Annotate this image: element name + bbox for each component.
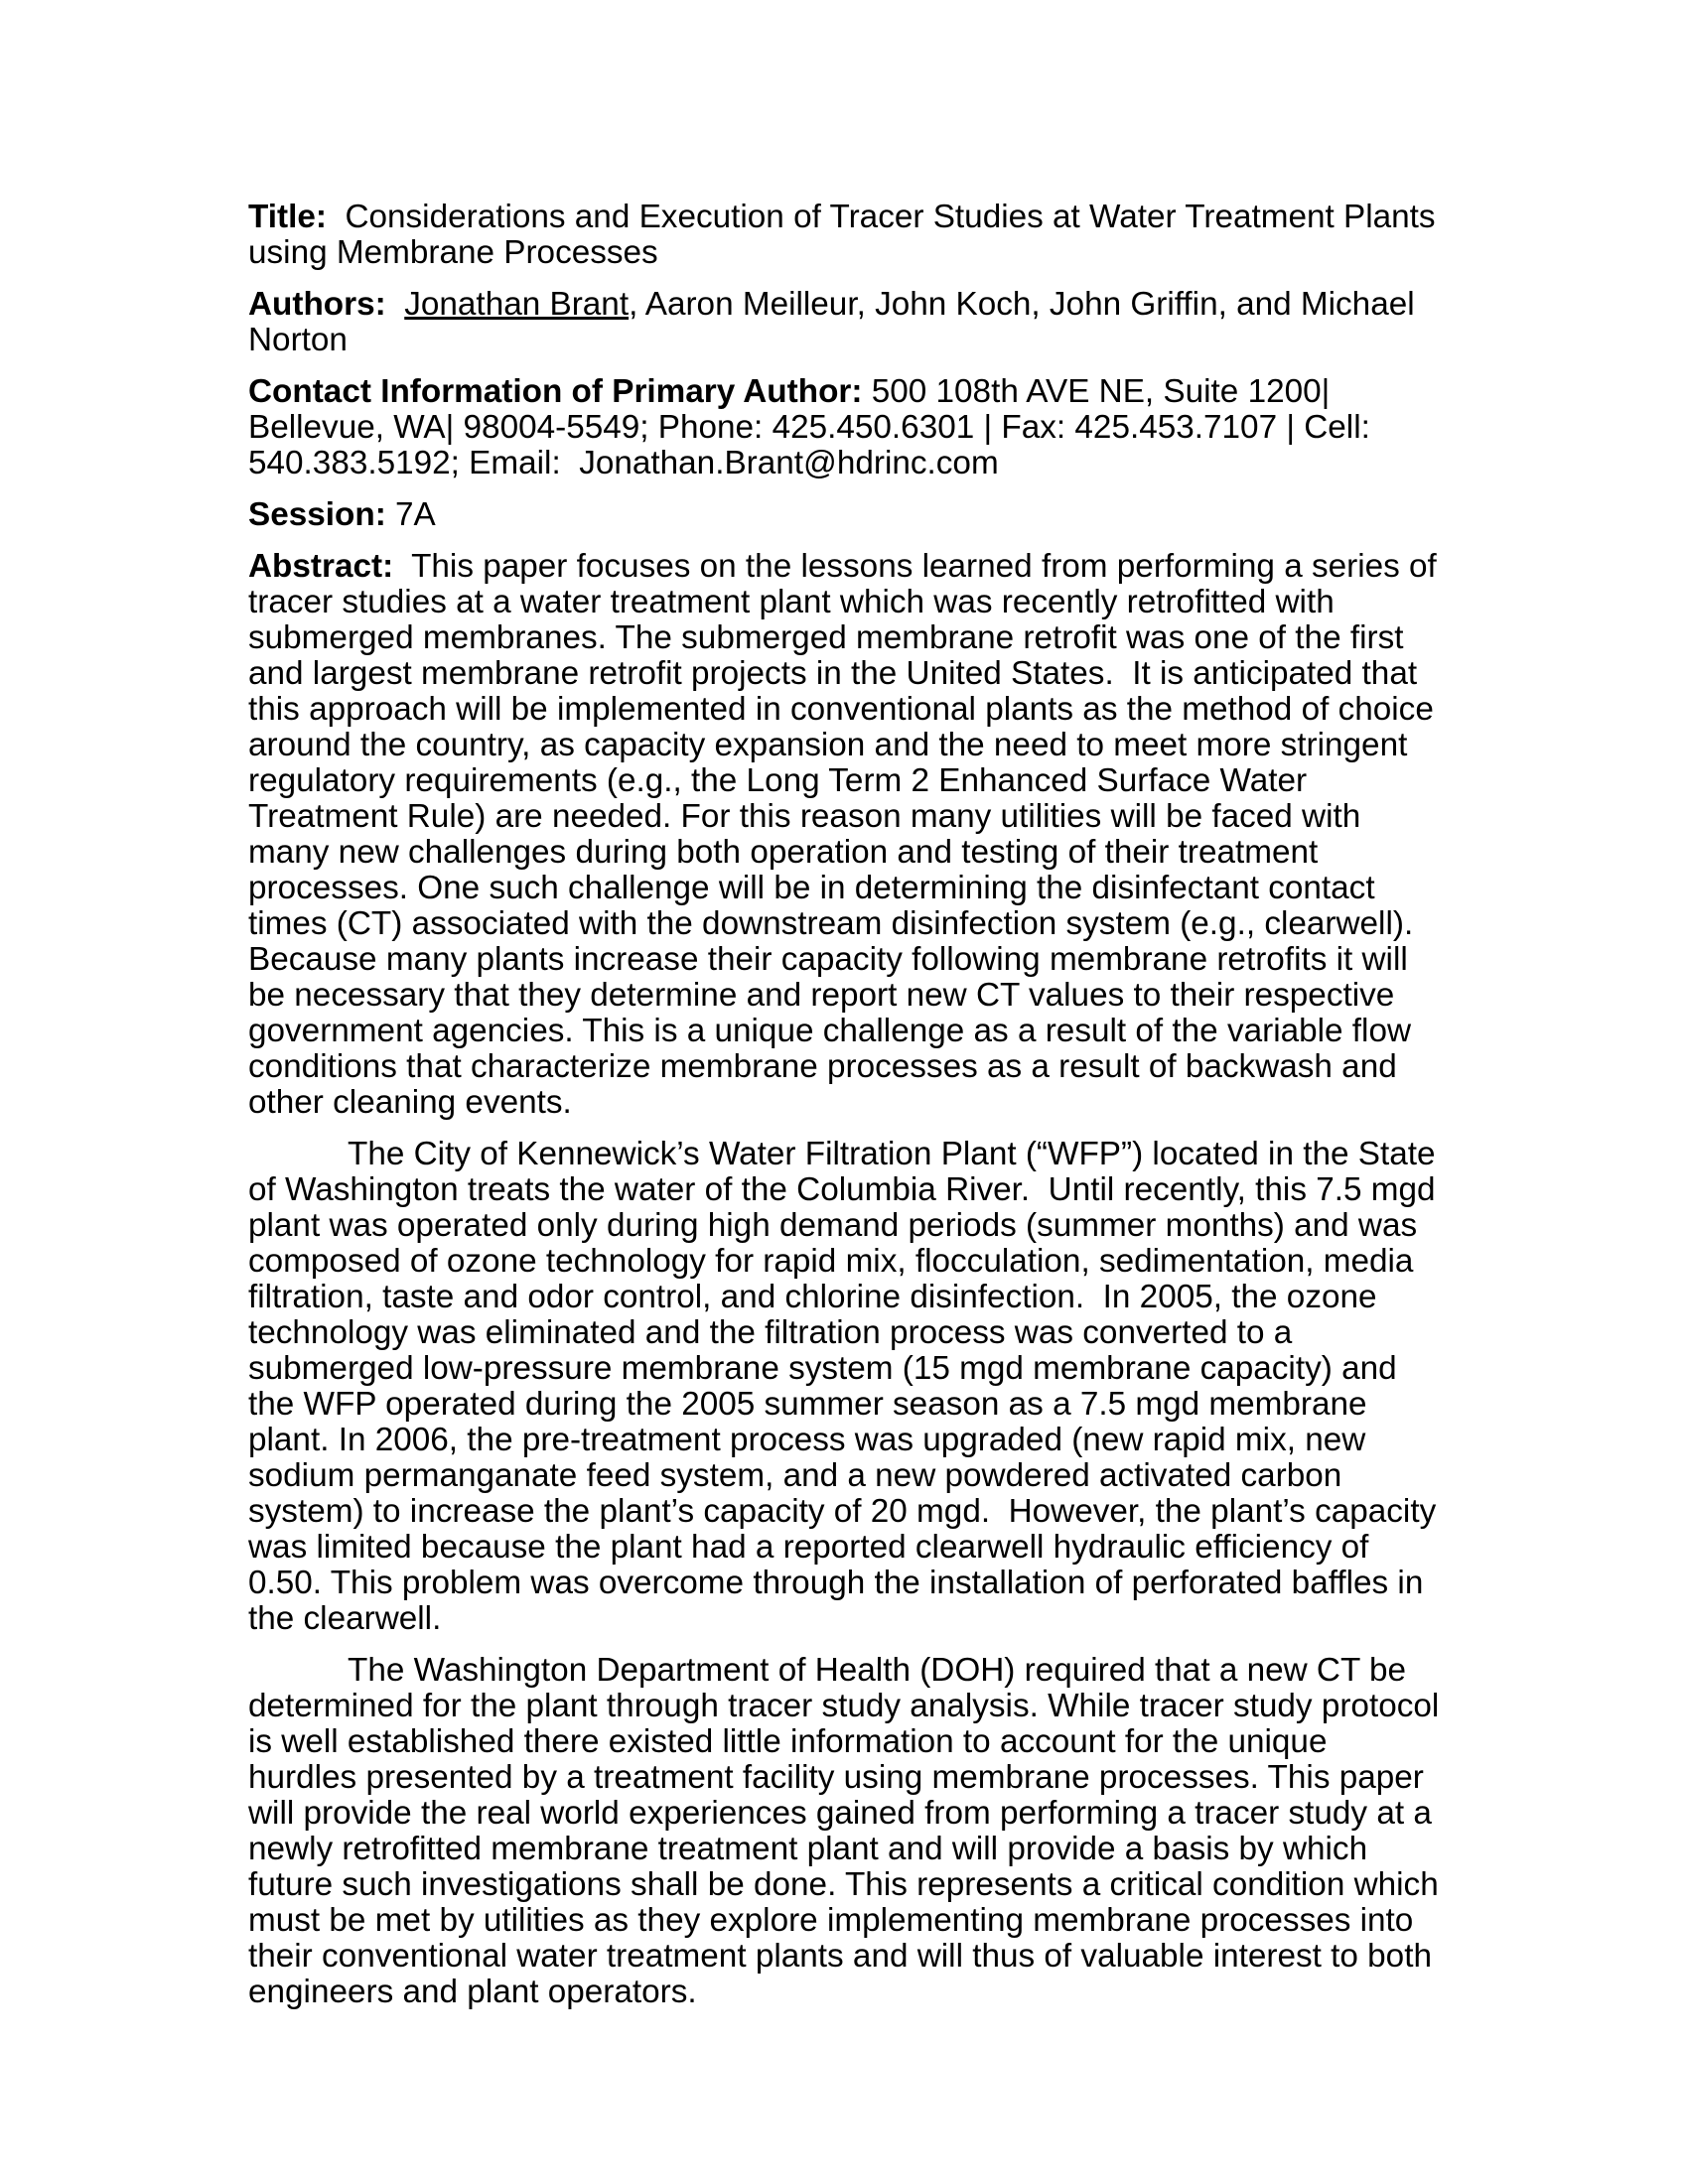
authors-rest: , Aaron Meilleur, John Koch, John Griffin, and Michael Norton bbox=[248, 286, 1424, 358]
primary-author-name: Jonathan Brant bbox=[404, 286, 630, 323]
session-paragraph bbox=[248, 497, 1443, 533]
authors-label: Authors: bbox=[248, 286, 386, 323]
title-text: Considerations and Execution of Tracer Studies at Water Treatment Plants using Membrane Processes bbox=[248, 199, 1445, 271]
body-paragraph-kennewick: The City of Kennewick’s Water Filtration Plant (“WFP”) located in the State of Washington treats the water of the Columbia River. Until recently, this 7.5 mgd plant was operated only during high demand periods (summer months) and was composed of ozone technology for rapid mix, flocculation, sedimentation, media filtration, taste and odor control, and chlorine disinfection. In 2005, the ozone technology was eliminated and the filtration process was converted to a submerged low-pressure membrane system (15 mgd membrane capacity) and the WFP operated during the 2005 summer season as a 7.5 mgd membrane plant. In 2006, the pre-treatment process was upgraded (new rapid mix, new sodium permanganate feed system, and a new powdered activated carbon system) to increase the plant’s capacity of 20 mgd. However, the plant’s capacity was limited because the plant had a reported clearwell hydraulic efficiency of 0.50. This problem was overcome through the installation of perforated baffles in the clearwell. bbox=[248, 1136, 1446, 1637]
abstract-text: This paper focuses on the lessons learned from performing a series of tracer studies at a water treatment plant which was recently retrofitted with submerged membranes. The submerged membrane retrofit was one of the first and largest membrane retrofit projects in the United States. It is anticipated that this approach will be implemented in conventional plants as the method of choice around the country, as capacity expansion and the need to meet more stringent regulatory requirements (e.g., the Long Term 2 Enhanced Surface Water Treatment Rule) are needed. For this reason many utilities will be faced with many new challenges during both operation and testing of their treatment processes. One such challenge will be in determining the disinfectant contact times (CT) associated with the downstream disinfection system (e.g., clearwell). Because many plants increase their capacity following membrane retrofits it will be necessary that they determine and report new CT values to their respective government agencies. This is a unique challenge as a result of the variable flow conditions that characterize membrane processes as a result of backwash and other cleaning events. bbox=[248, 548, 1447, 1121]
title-label: Title: bbox=[248, 199, 327, 235]
authors-gap bbox=[386, 286, 405, 323]
contact-text: 500 108th AVE NE, Suite 1200| Bellevue, WA| 98004-5549; Phone: 425.450.6301 | Fax: 425.453.7107 | Cell: 540.383.5192; Email: Jonathan.Brant@hdrinc.com bbox=[248, 373, 1389, 481]
session-label: Session: bbox=[248, 496, 386, 533]
abstract-paragraph bbox=[248, 548, 1447, 1121]
document-content bbox=[248, 199, 1449, 2010]
session-text: 7A bbox=[385, 496, 436, 533]
abstract-label: Abstract: bbox=[248, 548, 394, 585]
body-paragraph-doh: The Washington Department of Health (DOH) required that a new CT be determined for the plant through tracer study analysis. While tracer study protocol is well established there existed little information to account for the unique hurdles presented by a treatment facility using membrane processes. This paper will provide the real world experiences gained from performing a tracer study at a newly retrofitted membrane treatment plant and will provide a basis by which future such investigations shall be done. This represents a critical condition which must be met by utilities as they explore implementing membrane processes into their conventional water treatment plants and will thus of valuable interest to both engineers and plant operators. bbox=[248, 1652, 1449, 2010]
authors-paragraph bbox=[248, 287, 1443, 358]
contact-paragraph bbox=[248, 374, 1443, 481]
contact-label: Contact Information of Primary Author: bbox=[248, 373, 863, 410]
title-paragraph bbox=[248, 200, 1443, 271]
